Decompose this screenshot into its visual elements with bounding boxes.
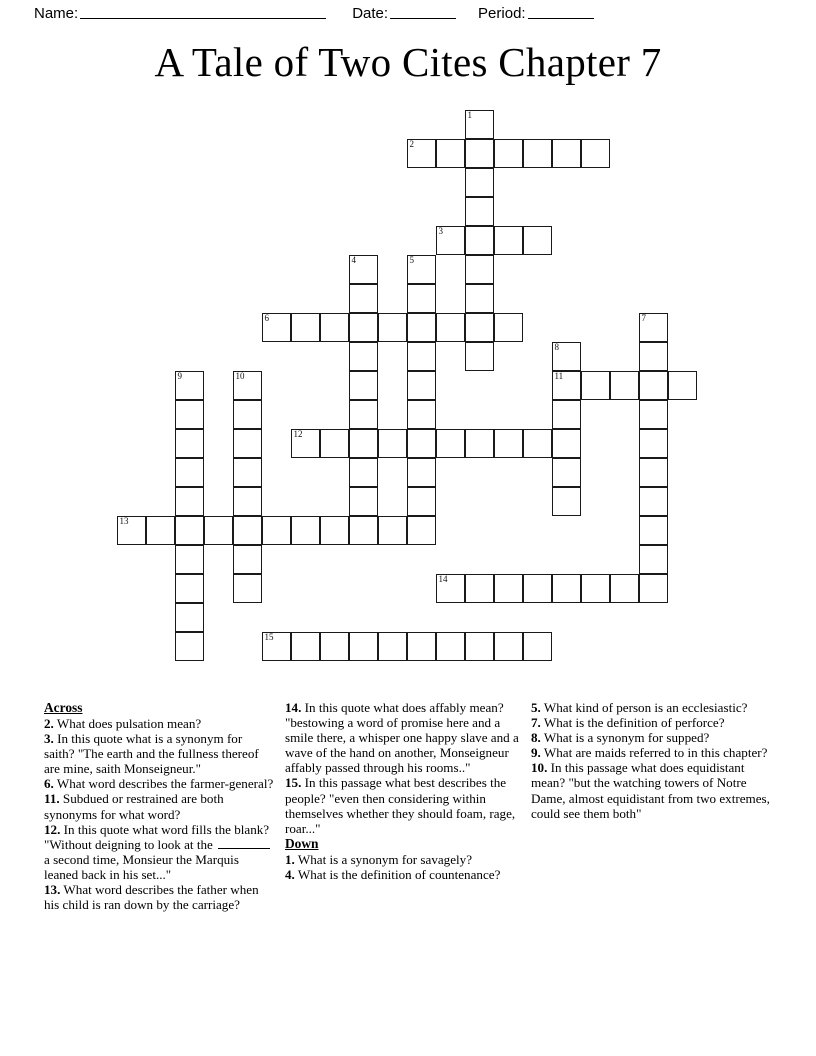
page-title: A Tale of Two Cites Chapter 7 xyxy=(154,39,662,85)
grid-cell[interactable] xyxy=(465,284,494,313)
grid-cell-number: 12 xyxy=(293,429,303,439)
grid-cell[interactable] xyxy=(204,516,233,545)
across-heading: Across xyxy=(44,700,83,715)
clue-number: 15. xyxy=(285,775,302,791)
grid-cell[interactable] xyxy=(233,400,262,429)
grid-cell[interactable] xyxy=(668,371,697,400)
clue-down-4: 4. What is the definition of countenance? xyxy=(285,866,501,882)
grid-cell[interactable] xyxy=(552,574,581,603)
grid-cell[interactable] xyxy=(407,313,436,342)
grid-cell-start-9[interactable] xyxy=(175,371,204,400)
grid-cell-start-8[interactable] xyxy=(552,342,581,371)
grid-cell[interactable] xyxy=(465,313,494,342)
clue-number: 10. xyxy=(531,760,548,776)
grid-cell-start-1[interactable] xyxy=(465,110,494,139)
clue-number: 12. xyxy=(44,821,61,837)
grid-cell[interactable] xyxy=(349,284,378,313)
grid-cell[interactable] xyxy=(407,371,436,400)
grid-cell[interactable] xyxy=(320,313,349,342)
grid-cell[interactable] xyxy=(465,632,494,661)
grid-cell-number: 11 xyxy=(554,371,564,381)
grid-cell[interactable] xyxy=(494,429,523,458)
grid-cell[interactable] xyxy=(378,516,407,545)
clue-down-5: 5. What kind of person is an ecclesiastic? xyxy=(531,700,748,715)
grid-cell[interactable] xyxy=(175,574,204,603)
grid-cell[interactable] xyxy=(552,458,581,487)
grid-cell[interactable] xyxy=(494,313,523,342)
grid-cell[interactable] xyxy=(349,342,378,371)
grid-cell[interactable] xyxy=(175,458,204,487)
grid-cell-start-12[interactable] xyxy=(291,429,320,458)
grid-cell-start-11[interactable] xyxy=(552,371,581,400)
clue-number: 5. xyxy=(531,700,541,715)
clue-number: 9. xyxy=(531,745,541,761)
grid-cell-start-2[interactable] xyxy=(407,139,436,168)
grid-cell-number: 1 xyxy=(467,110,472,120)
grid-cell[interactable] xyxy=(262,516,291,545)
grid-cell[interactable] xyxy=(407,487,436,516)
grid-cell[interactable] xyxy=(581,371,610,400)
grid-cell-number: 3 xyxy=(438,226,443,236)
grid-cell[interactable] xyxy=(407,342,436,371)
grid-cell-start-6[interactable] xyxy=(262,313,291,342)
grid-cell[interactable] xyxy=(494,574,523,603)
grid-cell[interactable] xyxy=(639,545,668,574)
grid-cell-start-4[interactable] xyxy=(349,255,378,284)
grid-cell-start-10[interactable] xyxy=(233,371,262,400)
grid-cell[interactable] xyxy=(291,516,320,545)
grid-cell[interactable] xyxy=(639,342,668,371)
clue-across-12: 12. In this quote what word fills the blank? "Without deigning to look at the a second time, Monsieur the Marquis leaned back in his set..." xyxy=(44,821,270,882)
clue-number: 6. xyxy=(44,776,54,792)
grid-cell[interactable] xyxy=(233,429,262,458)
grid-cell[interactable] xyxy=(349,313,378,342)
clue-across-13: 13. What word describes the father when his child is ran down by the carriage? xyxy=(44,882,259,913)
grid-cell[interactable] xyxy=(610,371,639,400)
grid-cell[interactable] xyxy=(494,632,523,661)
grid-cell[interactable] xyxy=(233,545,262,574)
grid-cell-start-14[interactable] xyxy=(436,574,465,603)
grid-cell[interactable] xyxy=(349,516,378,545)
grid-cell[interactable] xyxy=(378,632,407,661)
grid-cell[interactable] xyxy=(349,632,378,661)
clue-number: 3. xyxy=(44,731,54,747)
grid-cell[interactable] xyxy=(465,574,494,603)
clue-down-9: 9. What are maids referred to in this chapter? xyxy=(531,745,768,761)
grid-cell[interactable] xyxy=(639,400,668,429)
grid-cell[interactable] xyxy=(233,458,262,487)
grid-cell[interactable] xyxy=(349,429,378,458)
grid-cell[interactable] xyxy=(378,429,407,458)
grid-cell-number: 8 xyxy=(554,342,559,352)
grid-cell[interactable] xyxy=(291,632,320,661)
grid-cell[interactable] xyxy=(407,284,436,313)
grid-cell[interactable] xyxy=(494,139,523,168)
grid-cell[interactable] xyxy=(233,487,262,516)
clue-column-2 xyxy=(285,700,523,882)
clue-across-14: 14. In this quote what does affably mean? "bestowing a word of promise here and a smile there, a whisper one happy slave and a wave of the hand on another, Monseigneur affably passed through his rooms.." xyxy=(285,700,519,776)
grid-cell-start-15[interactable] xyxy=(262,632,291,661)
grid-cell[interactable] xyxy=(552,429,581,458)
clue-across-3: 3. In this quote what is a synonym for saith? "The earth and the fullness thereof are mine, saith Monseigneur." xyxy=(44,731,259,777)
grid-cell[interactable] xyxy=(436,632,465,661)
grid-cell[interactable] xyxy=(407,400,436,429)
grid-cell-start-5[interactable] xyxy=(407,255,436,284)
grid-cell-number: 13 xyxy=(119,516,129,526)
grid-cell[interactable] xyxy=(523,226,552,255)
grid-cell[interactable] xyxy=(436,139,465,168)
clue-down-10: 10. In this passage what does equidistant mean? "but the watching towers of Notre Dame, almost equidistant from two extremes, could see them both" xyxy=(531,760,770,821)
grid-cell-number: 9 xyxy=(177,371,182,381)
grid-cell[interactable] xyxy=(523,632,552,661)
clue-down-7: 7. What is the definition of perforce? xyxy=(531,715,725,731)
grid-cell[interactable] xyxy=(233,516,262,545)
grid-cell[interactable] xyxy=(552,487,581,516)
grid-cell[interactable] xyxy=(175,545,204,574)
grid-cell[interactable] xyxy=(639,458,668,487)
grid-cell-number: 2 xyxy=(409,139,414,149)
grid-cell-number: 15 xyxy=(264,632,274,642)
grid-cell[interactable] xyxy=(494,226,523,255)
name-label: Name: xyxy=(34,4,79,22)
grid-cell[interactable] xyxy=(175,400,204,429)
grid-cell[interactable] xyxy=(349,487,378,516)
grid-cell-number: 14 xyxy=(438,574,448,584)
grid-cell-number: 7 xyxy=(641,313,646,323)
grid-cell[interactable] xyxy=(581,139,610,168)
grid-cell[interactable] xyxy=(436,429,465,458)
grid-cell[interactable] xyxy=(639,429,668,458)
clue-across-6: 6. What word describes the farmer-general? xyxy=(44,776,274,792)
clue-column-3 xyxy=(531,700,771,821)
clue-number: 8. xyxy=(531,730,541,746)
clue-number: 4. xyxy=(285,866,295,882)
clue-number: 13. xyxy=(44,882,61,898)
grid-cell-start-3[interactable] xyxy=(436,226,465,255)
grid-cell[interactable] xyxy=(291,313,320,342)
grid-cell[interactable] xyxy=(349,458,378,487)
date-label: Date: xyxy=(352,4,389,22)
grid-cell[interactable] xyxy=(407,458,436,487)
clue-number: 2. xyxy=(44,716,54,731)
grid-cell[interactable] xyxy=(465,226,494,255)
grid-cell[interactable] xyxy=(523,574,552,603)
grid-cell[interactable] xyxy=(639,516,668,545)
grid-cell[interactable] xyxy=(320,429,349,458)
clue-number: 14. xyxy=(285,700,302,715)
grid-cell[interactable] xyxy=(407,516,436,545)
grid-cell[interactable] xyxy=(639,487,668,516)
grid-cell[interactable] xyxy=(465,342,494,371)
grid-cell[interactable] xyxy=(465,139,494,168)
grid-cell[interactable] xyxy=(465,197,494,226)
clue-column-1 xyxy=(44,700,276,912)
down-heading: Down xyxy=(285,835,319,851)
clue-fill-in-blank xyxy=(218,837,270,849)
clue-across-2: 2. What does pulsation mean? xyxy=(44,716,202,731)
grid-cell[interactable] xyxy=(233,574,262,603)
grid-cell-number: 5 xyxy=(409,255,414,265)
grid-cell[interactable] xyxy=(175,632,204,661)
grid-cell[interactable] xyxy=(349,400,378,429)
clue-number: 11. xyxy=(44,791,60,807)
clue-lists xyxy=(44,700,784,1000)
clue-down-8: 8. What is a synonym for supped? xyxy=(531,730,710,746)
grid-cell-start-13[interactable] xyxy=(117,516,146,545)
grid-cell[interactable] xyxy=(378,313,407,342)
clue-number: 7. xyxy=(531,715,541,731)
grid-cell[interactable] xyxy=(552,139,581,168)
grid-cell[interactable] xyxy=(465,168,494,197)
grid-cell[interactable] xyxy=(436,313,465,342)
grid-cell[interactable] xyxy=(175,516,204,545)
grid-cell[interactable] xyxy=(523,139,552,168)
grid-cell-number: 6 xyxy=(264,313,269,323)
grid-cell[interactable] xyxy=(175,487,204,516)
period-label: Period: xyxy=(478,4,526,22)
grid-cell[interactable] xyxy=(581,574,610,603)
grid-cell[interactable] xyxy=(146,516,175,545)
grid-cell[interactable] xyxy=(523,429,552,458)
grid-cell[interactable] xyxy=(407,632,436,661)
clue-number: 1. xyxy=(285,851,295,867)
grid-cell-start-7[interactable] xyxy=(639,313,668,342)
grid-cell[interactable] xyxy=(552,400,581,429)
grid-cell[interactable] xyxy=(639,371,668,400)
clue-down-1: 1. What is a synonym for savagely? xyxy=(285,851,473,867)
grid-cell[interactable] xyxy=(175,603,204,632)
grid-cell-number: 4 xyxy=(351,255,356,265)
grid-cell[interactable] xyxy=(407,429,436,458)
grid-cell[interactable] xyxy=(639,574,668,603)
grid-cell[interactable] xyxy=(610,574,639,603)
grid-cell-number: 10 xyxy=(235,371,245,381)
grid-cell[interactable] xyxy=(320,632,349,661)
grid-cell[interactable] xyxy=(175,429,204,458)
clue-across-15: 15. In this passage what best describes the people? "even then considering within themselves whether they should foam, rage, roar..." xyxy=(285,775,516,836)
grid-cell[interactable] xyxy=(320,516,349,545)
clue-across-11: 11. Subdued or restrained are both synonyms for what word? xyxy=(44,791,224,822)
grid-cell[interactable] xyxy=(349,371,378,400)
grid-cell[interactable] xyxy=(465,255,494,284)
grid-cell[interactable] xyxy=(465,429,494,458)
